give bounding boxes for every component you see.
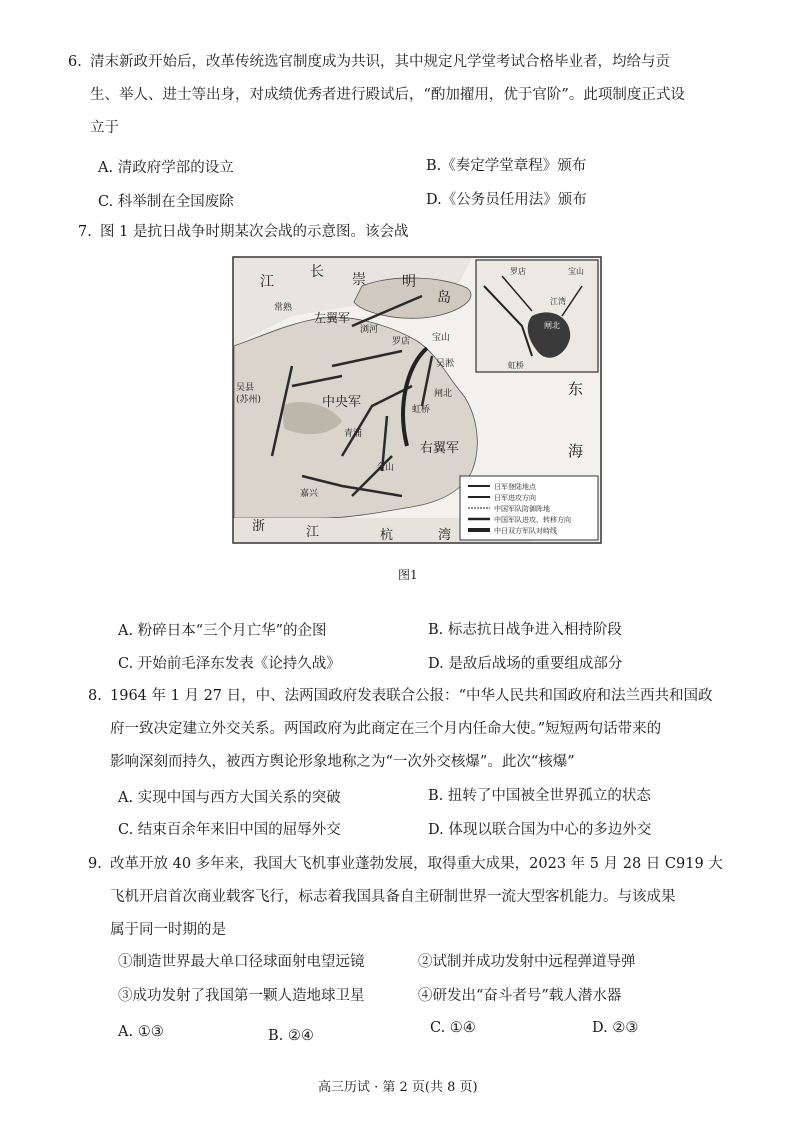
question-8 bbox=[88, 680, 748, 779]
option-c: C. 开始前毛泽东发表《论持久战》 bbox=[118, 656, 341, 672]
map-label: 中央军 bbox=[322, 395, 362, 410]
question-text: 图 1 是抗日战争时期某次会战的示意图。该会战 bbox=[100, 224, 409, 240]
option-d: D. 是敌后战场的重要组成部分 bbox=[428, 656, 623, 672]
map-label: 湾 bbox=[438, 528, 452, 543]
option-a: A. ①③ bbox=[118, 1024, 164, 1040]
option-b: B.《奏定学堂章程》颁布 bbox=[426, 158, 587, 174]
figure-caption: 图1 bbox=[398, 568, 418, 582]
map-label: 吴县 bbox=[236, 383, 255, 393]
option-b: B. 扭转了中国被全世界孤立的状态 bbox=[428, 788, 651, 804]
option-b: B. ②④ bbox=[268, 1028, 314, 1044]
option-c: C. 结束百余年来旧中国的屈辱外交 bbox=[118, 822, 341, 838]
question-text: 府一致决定建立外交关系。两国政府为此商定在三个月内任命大使。”短短两句话带来的 bbox=[110, 721, 662, 737]
question-6 bbox=[68, 46, 748, 145]
legend-item: 中国军队进攻、转移方向 bbox=[494, 516, 571, 524]
legend-item: 中日双方军队对峙线 bbox=[494, 527, 557, 535]
question-number: 9. bbox=[88, 856, 102, 872]
map-label: 嘉兴 bbox=[300, 489, 319, 499]
map-label: 宝山 bbox=[432, 333, 451, 343]
question-text: 1964 年 1 月 27 日，中、法两国政府发表联合公报：“中华人民共和国政府和法兰西共和国政 bbox=[110, 688, 713, 704]
map-label: 宝山 bbox=[568, 267, 584, 276]
map-label: 右翼军 bbox=[420, 441, 460, 456]
statement-4: ④研发出“奋斗者号”载人潜水器 bbox=[418, 988, 622, 1004]
option-c: C. ①④ bbox=[430, 1020, 476, 1036]
map-label: 罗店 bbox=[510, 267, 526, 276]
map-label: (苏州) bbox=[236, 395, 262, 405]
option-c: C. 科举制在全国废除 bbox=[98, 194, 234, 210]
legend-item: 日军登陆地点 bbox=[494, 483, 536, 491]
map-label: 闸北 bbox=[434, 389, 453, 399]
option-a: A. 实现中国与西方大国关系的突破 bbox=[118, 790, 341, 806]
question-9 bbox=[88, 848, 748, 947]
map-label: 长 bbox=[310, 264, 324, 280]
question-number: 6. bbox=[68, 54, 82, 70]
map-label: 罗店 bbox=[392, 337, 411, 347]
statement-3: ③成功发射了我国第一颗人造地球卫星 bbox=[118, 988, 365, 1004]
question-number: 7. bbox=[78, 224, 92, 240]
battle-map bbox=[232, 256, 602, 544]
map-label: 海 bbox=[568, 442, 584, 460]
map-label: 崇 bbox=[352, 272, 366, 288]
page-footer: 高三历试 · 第 2 页(共 8 页) bbox=[318, 1080, 478, 1095]
map-label: 青浦 bbox=[344, 429, 363, 439]
question-text: 立于 bbox=[90, 120, 119, 136]
question-text: 属于同一时期的是 bbox=[110, 922, 226, 938]
map-label: 东 bbox=[568, 380, 584, 398]
map-label: 吴淞 bbox=[436, 359, 455, 369]
map-label: 金山 bbox=[376, 463, 395, 473]
question-number: 8. bbox=[88, 688, 102, 704]
option-b: B. 标志抗日战争进入相持阶段 bbox=[428, 622, 622, 638]
map-label: 浙 bbox=[252, 519, 266, 534]
statement-2: ②试制并成功发射中远程弹道导弹 bbox=[418, 954, 636, 970]
question-text: 飞机开启首次商业载客飞行，标志着我国具备自主研制世界一流大型客机能力。与该成果 bbox=[110, 889, 676, 905]
option-d: D.《公务员任用法》颁布 bbox=[426, 192, 587, 208]
map-label: 岛 bbox=[437, 290, 451, 306]
map-label: 常熟 bbox=[274, 303, 293, 313]
map-label: 江 bbox=[260, 274, 274, 290]
legend-item: 日军进攻方向 bbox=[494, 494, 536, 502]
map-label: 明 bbox=[402, 274, 416, 290]
map-label: 左翼军 bbox=[314, 311, 351, 325]
map-label: 江湾 bbox=[550, 297, 566, 306]
map-label: 虹桥 bbox=[412, 405, 431, 415]
map-label: 杭 bbox=[380, 528, 394, 543]
map-label: 闸北 bbox=[544, 321, 560, 330]
question-text: 影响深刻而持久，被西方舆论形象地称之为“一次外交核爆”。此次“核爆” bbox=[110, 754, 575, 770]
question-7 bbox=[78, 216, 758, 249]
map-label: 江 bbox=[306, 525, 320, 540]
legend-item: 中国军队防御阵地 bbox=[494, 505, 550, 513]
question-text: 生、举人、进士等出身，对成绩优秀者进行殿试后，“酌加擢用，优于官阶”。此项制度正式设 bbox=[90, 87, 685, 103]
option-a: A. 清政府学部的设立 bbox=[98, 160, 234, 176]
battle-map-figure bbox=[232, 256, 602, 544]
map-label: 浏河 bbox=[360, 325, 379, 335]
statement-1: ①制造世界最大单口径球面射电望远镜 bbox=[118, 954, 365, 970]
question-text: 清末新政开始后，改革传统选官制度成为共识，其中规定凡学堂考试合格毕业者，均给与贡 bbox=[90, 54, 670, 70]
option-d: D. 体现以联合国为中心的多边外交 bbox=[428, 822, 652, 838]
map-label: 虹桥 bbox=[508, 361, 524, 370]
option-d: D. ②③ bbox=[592, 1020, 639, 1036]
option-a: A. 粉碎日本“三个月亡华”的企图 bbox=[118, 623, 327, 639]
question-text: 改革开放 40 多年来，我国大飞机事业蓬勃发展，取得重大成果，2023 年 5 月 28 日 C919 大 bbox=[110, 856, 723, 872]
